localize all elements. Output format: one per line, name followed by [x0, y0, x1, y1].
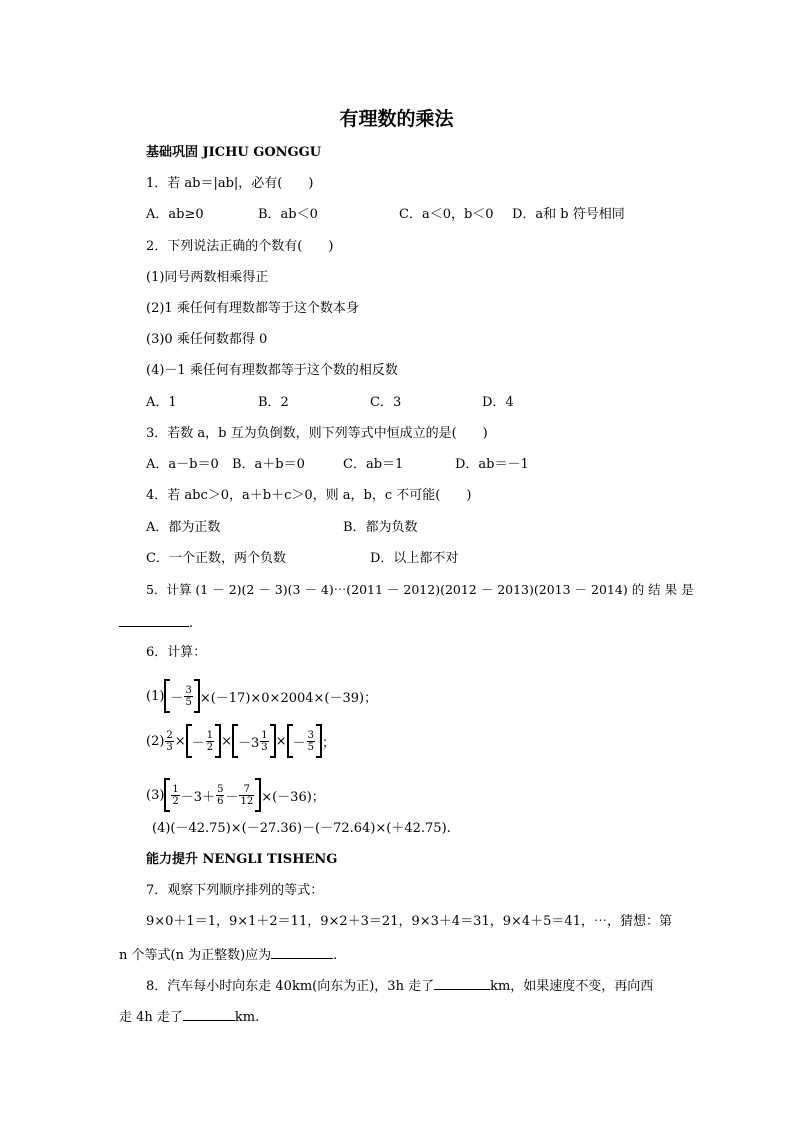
q6-part-4: (4)(－42.75)×(－27.36)－(－72.64)×(＋42.75).: [152, 821, 451, 836]
q6-p1-label: (1): [146, 688, 165, 704]
q1-stem: 1．若 ab＝|ab|，必有( ): [146, 176, 314, 191]
q6-p1-rest: ×(－17)×0×2004×(－39)；: [199, 690, 378, 706]
fraction: $\frac{5}{6}$: [217, 783, 224, 807]
q6-p3-label: (3): [146, 787, 165, 803]
q6-p3-rest: ×(－36)；: [261, 789, 325, 805]
q5-stem: 5．计算 (1 － 2)(2 － 3)(3 － 4)⋯(2011 － 2012)(2012 － 2013)(2013 － 2014) 的 结 果 是: [146, 582, 694, 597]
fraction: $\frac{7}{12}$: [240, 783, 254, 807]
fraction: $\frac{2}{3}$: [166, 729, 173, 753]
q2-item-4: (4)－1 乘任何有理数都等于这个数的相反数: [146, 363, 398, 378]
q1-option-c: C．a＜0，b＜0: [399, 207, 494, 222]
q7-answer-blank: [271, 945, 333, 959]
fraction: $\frac{1}{2}$: [206, 729, 214, 753]
q1-option-b: B．ab＜0: [258, 207, 318, 222]
q6-p2-label: (2): [146, 733, 165, 749]
q7-line-2: n 个等式(n 为正整数)应为 .: [119, 945, 337, 965]
q2-option-d: D．4: [482, 395, 514, 410]
fraction: $\frac{1}{3}$: [261, 729, 268, 753]
q3-option-a: A．a－b＝0: [146, 457, 219, 472]
q3-option-d: D．ab＝－1: [455, 457, 529, 472]
q5-tail: .: [189, 616, 194, 631]
bracket-left: [164, 778, 170, 812]
q6-part-1: (1) － $\frac{3}{5}$ ×(－17)×0×2004×(－39)；: [146, 676, 377, 716]
section-basic: 基础巩固 JICHU GONGGU: [146, 145, 322, 160]
q4-option-a: A．都为正数: [146, 520, 221, 535]
fraction: $\frac{1}{2}$: [172, 783, 179, 807]
q6-part-2: (2) $\frac{2}{3}$ × － $\frac{1}{2}$ × －3 $\frac{1}{3}$ × － $\frac{3}{5}$ ；: [146, 721, 335, 761]
q4-option-d: D．以上都不对: [370, 551, 459, 566]
fraction: $\frac{3}{5}$: [185, 684, 192, 708]
q5-answer-blank: [119, 613, 189, 627]
q4-option-b: B．都为负数: [343, 520, 418, 535]
q2-item-2: (2)1 乘任何有理数都等于这个数本身: [146, 301, 359, 316]
q8-line-2: 走 4h 走了 km.: [119, 1007, 259, 1027]
q3-option-c: C．ab＝1: [343, 457, 404, 472]
q5-answer-line: [119, 613, 193, 633]
q4-option-c: C．一个正数，两个负数: [146, 551, 286, 566]
q1-option-a: A．ab≥0: [146, 207, 204, 222]
q7-stem: 7．观察下列顺序排列的等式：: [146, 883, 324, 898]
q2-option-b: B．2: [258, 395, 289, 410]
q8-answer-blank-2: [183, 1007, 235, 1021]
q2-option-c: C．3: [370, 395, 402, 410]
q3-option-b: B．a＋b＝0: [232, 457, 305, 472]
section-advanced: 能力提升 NENGLI TISHENG: [146, 852, 338, 867]
q3-stem: 3．若数 a，b 互为负倒数，则下列等式中恒成立的是( ): [146, 426, 488, 441]
q4-stem: 4．若 abc＞0，a＋b＋c＞0，则 a，b，c 不可能( ): [146, 488, 472, 503]
q8-answer-blank-1: [434, 976, 490, 990]
q2-item-3: (3)0 乘任何数都得 0: [146, 332, 268, 347]
q2-item-1: (1)同号两数相乘得正: [146, 270, 269, 285]
q7-line-1: 9×0＋1＝1，9×1＋2＝11，9×2＋3＝21，9×3＋4＝31，9×4＋5＝41，⋯，猜想：第: [146, 914, 672, 929]
q1-option-d: D．a和 b 符号相同: [512, 207, 625, 222]
q2-stem: 2．下列说法正确的个数有( ): [146, 239, 334, 254]
page-title: 有理数的乘法: [339, 108, 454, 130]
fraction: $\frac{3}{5}$: [307, 729, 314, 753]
q2-option-a: A．1: [146, 395, 177, 410]
q6-stem: 6．计算：: [146, 645, 207, 660]
q6-part-3: (3) $\frac{1}{2}$ －3＋ $\frac{5}{6}$ － $\frac{7}{12}$ ×(－36)；: [146, 775, 325, 815]
q8-line-1: 8．汽车每小时向东走 40km(向东为正)，3h 走了 km，如果速度不变，再向西: [146, 976, 653, 996]
